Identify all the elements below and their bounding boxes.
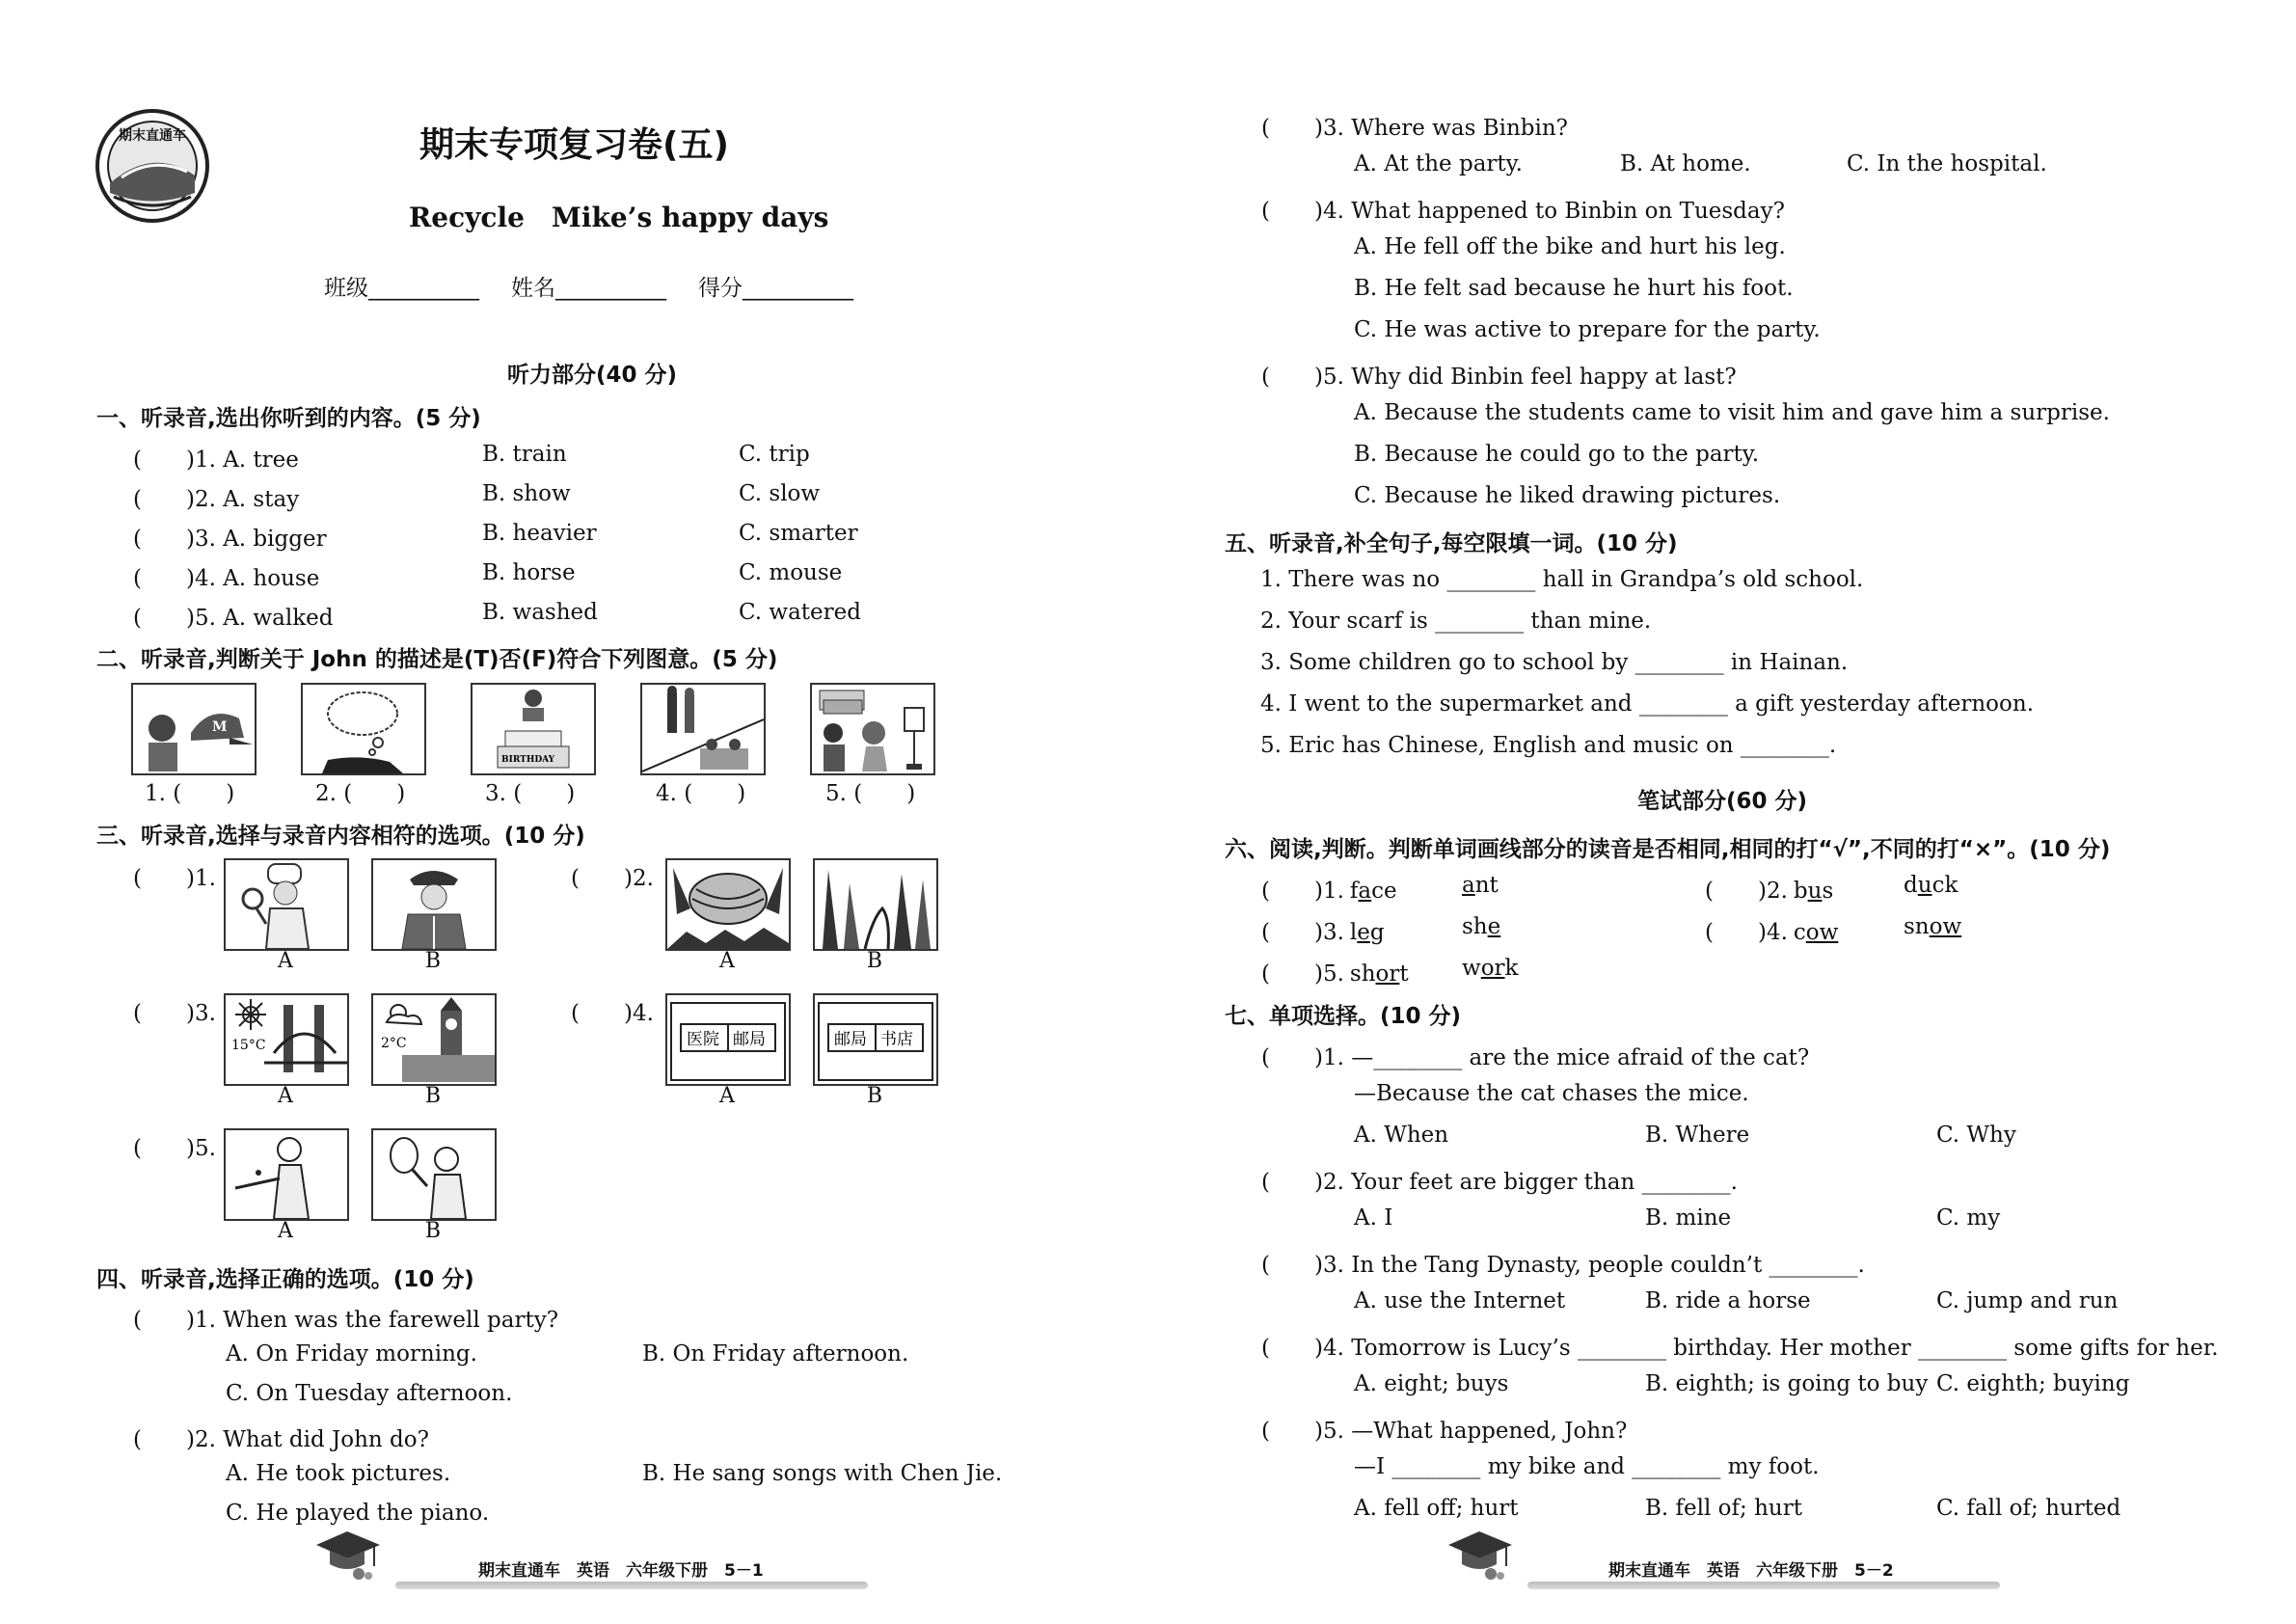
footer-left: 期末直通车 英语 六年级下册 5－1	[478, 1561, 764, 1581]
s4-q5-b: B. Because he could go to the party.	[1354, 442, 1760, 467]
s4-q4-b: B. He felt sad because he hurt his foot.	[1354, 276, 1794, 301]
s7-q4-b: B. eighth; is going to buy	[1645, 1371, 1929, 1396]
s1-row-4-a[interactable]: ( )4. A. house	[133, 566, 320, 591]
s6-item-4-bracket: ( )4.	[1705, 920, 1788, 945]
s6-item-1-bracket: ( )1.	[1261, 879, 1344, 904]
s3-q1-option-b[interactable]	[371, 858, 497, 951]
s3-q4[interactable]: ( )4.	[571, 1001, 654, 1026]
s3-q2-option-b[interactable]	[813, 858, 938, 951]
s3-q1-label-b: B	[424, 949, 442, 973]
s3-q4-label-b: B	[866, 1084, 883, 1108]
s3-q5-label-b: B	[424, 1219, 442, 1243]
s3-q3-label-a: A	[278, 1084, 293, 1108]
s6-item-5-bracket: ( )5.	[1261, 961, 1344, 987]
s1-row-5-c: C. watered	[739, 600, 861, 625]
s3-q3-option-b[interactable]	[371, 993, 497, 1086]
s3-q3[interactable]: ( )3.	[133, 1001, 216, 1026]
s1-row-1-b: B. train	[482, 442, 567, 467]
s3-q3-option-a[interactable]	[224, 993, 349, 1086]
s4-q1-c: C. On Tuesday afternoon.	[226, 1381, 513, 1406]
section-1-title: 一、听录音,选出你听到的内容。(5 分)	[96, 406, 481, 431]
s7-q1-c: C. Why	[1936, 1123, 2016, 1148]
s1-row-2-c: C. slow	[739, 481, 821, 506]
s7-q5-a: A. fell off; hurt	[1354, 1496, 1519, 1521]
sign-post-office-a: 邮局	[733, 1030, 766, 1049]
s5-line-4[interactable]: 4. I went to the supermarket and ________ a gift yesterday afternoon.	[1260, 691, 2035, 717]
sign-post-office-b: 邮局	[834, 1030, 867, 1049]
s7-q2[interactable]: ( )2. Your feet are bigger than ________.	[1261, 1170, 1738, 1195]
s4-q4-c: C. He was active to prepare for the party.	[1354, 317, 1821, 342]
s7-q5-response: —I ________ my bike and ________ my foot.	[1354, 1454, 1820, 1479]
footer-line-left	[395, 1582, 868, 1589]
s2-picture-4	[640, 683, 766, 775]
s7-q2-b: B. mine	[1645, 1205, 1732, 1231]
s1-row-2-a[interactable]: ( )2. A. stay	[133, 487, 300, 512]
s2-answer-4[interactable]: 4. ( )	[656, 781, 746, 806]
s1-row-3-a[interactable]: ( )3. A. bigger	[133, 527, 327, 552]
s7-q4-a: A. eight; buys	[1354, 1371, 1509, 1396]
s4-q3-c: C. In the hospital.	[1847, 151, 2047, 176]
s3-q5-option-a[interactable]	[224, 1128, 349, 1221]
s3-q4-option-a[interactable]	[665, 993, 791, 1086]
s6-item-2-word2: duck	[1904, 873, 1958, 898]
section-5-title: 五、听录音,补全句子,每空限填一词。(10 分)	[1225, 531, 1678, 556]
s4-q2-b: B. He sang songs with Chen Jie.	[642, 1461, 1003, 1486]
graduation-cap-icon-right	[1446, 1528, 1514, 1582]
s2-answer-3[interactable]: 3. ( )	[485, 781, 576, 806]
section-6-title: 六、阅读,判断。判断单词画线部分的读音是否相同,相同的打“√”,不同的打“×”。(10 分)	[1225, 837, 2111, 862]
s3-q2-option-a[interactable]	[665, 858, 791, 951]
s2-picture-3	[471, 683, 596, 775]
s5-line-5[interactable]: 5. Eric has Chinese, English and music on ________.	[1260, 733, 1837, 758]
s4-q1-a: A. On Friday morning.	[226, 1341, 477, 1367]
s3-q2[interactable]: ( )2.	[571, 866, 654, 891]
s6-item-2-bracket: ( )2.	[1705, 879, 1788, 904]
s3-q5-label-a: A	[278, 1219, 293, 1243]
s6-item-4[interactable]	[1705, 914, 1838, 946]
s3-q3-label-b: B	[424, 1084, 442, 1108]
graduation-cap-icon-left	[314, 1528, 382, 1582]
section-4-title: 四、听录音,选择正确的选项。(10 分)	[96, 1267, 474, 1292]
writing-section-title: 笔试部分(60 分)	[1637, 789, 1808, 814]
s4-q3-a: A. At the party.	[1354, 151, 1523, 176]
s6-item-1-word2: ant	[1462, 873, 1499, 898]
s7-q1-response: —Because the cat chases the mice.	[1354, 1081, 1749, 1106]
s6-item-5[interactable]	[1261, 956, 1409, 988]
s1-row-5-a[interactable]: ( )5. A. walked	[133, 606, 334, 631]
s4-q2[interactable]: ( )2. What did John do?	[133, 1427, 429, 1452]
s6-item-1[interactable]	[1261, 873, 1397, 905]
sign-bookstore: 书店	[880, 1030, 913, 1049]
name-field[interactable]: 姓名__________	[511, 276, 666, 301]
s2-picture-5	[810, 683, 935, 775]
score-field[interactable]: 得分__________	[698, 276, 853, 301]
s6-item-4-word1: cow	[1793, 920, 1839, 945]
cake-label: BIRTHDAY	[501, 755, 555, 765]
s4-q5-a: A. Because the students came to visit him and gave him a surprise.	[1354, 400, 2110, 425]
s3-q5-option-b[interactable]	[371, 1128, 497, 1221]
s4-q4[interactable]: ( )4. What happened to Binbin on Tuesday?	[1261, 199, 1785, 224]
s4-q5[interactable]: ( )5. Why did Binbin feel happy at last?	[1261, 365, 1737, 390]
s4-q2-c: C. He played the piano.	[226, 1501, 490, 1526]
s7-q5[interactable]: ( )5. —What happened, John?	[1261, 1419, 1628, 1444]
s4-q3-b: B. At home.	[1620, 151, 1751, 176]
s1-row-3-b: B. heavier	[482, 521, 597, 546]
s1-row-5-b: B. washed	[482, 600, 598, 625]
s3-q1-option-a[interactable]	[224, 858, 349, 951]
s3-q2-label-a: A	[719, 949, 735, 973]
s6-item-2[interactable]	[1705, 873, 1833, 905]
s6-item-3-bracket: ( )3.	[1261, 920, 1344, 945]
section-7-title: 七、单项选择。(10 分)	[1225, 1004, 1462, 1029]
s7-q1[interactable]: ( )1. —________ are the mice afraid of the cat?	[1261, 1045, 1810, 1070]
s3-q4-option-b[interactable]	[813, 993, 938, 1086]
s7-q2-a: A. I	[1354, 1205, 1393, 1231]
footer-line-right	[1527, 1582, 2000, 1589]
footer-right: 期末直通车 英语 六年级下册 5－2	[1608, 1561, 1894, 1581]
s7-q1-b: B. Where	[1645, 1123, 1750, 1148]
logo-badge	[95, 108, 210, 224]
s3-q1[interactable]: ( )1.	[133, 866, 216, 891]
logo-text: 期末直通车	[119, 128, 186, 144]
s4-q5-c: C. Because he liked drawing pictures.	[1354, 483, 1781, 508]
section-2-title: 二、听录音,判断关于 John 的描述是(T)否(F)符合下列图意。(5 分)	[96, 647, 778, 672]
s7-q2-c: C. my	[1936, 1205, 2001, 1231]
s4-q1-b: B. On Friday afternoon.	[642, 1341, 909, 1367]
s6-item-5-word2: work	[1462, 956, 1519, 981]
s1-row-3-c: C. smarter	[739, 521, 858, 546]
s7-q4-c: C. eighth; buying	[1936, 1371, 2130, 1396]
temp-2: 2°C	[381, 1036, 407, 1051]
s6-item-3-word2: she	[1462, 914, 1501, 939]
s6-item-3[interactable]	[1261, 914, 1385, 946]
s6-item-1-word1: face	[1349, 879, 1397, 904]
temp-15: 15°C	[231, 1038, 266, 1053]
s1-row-1-c: C. trip	[739, 442, 810, 467]
s5-line-2[interactable]: 2. Your scarf is ________ than mine.	[1260, 609, 1652, 634]
s1-row-4-b: B. horse	[482, 560, 576, 585]
s7-q3[interactable]: ( )3. In the Tang Dynasty, people couldn’t ________.	[1261, 1253, 1865, 1278]
s3-q1-label-a: A	[278, 949, 293, 973]
s2-picture-2	[301, 683, 426, 775]
s3-q2-label-b: B	[866, 949, 883, 973]
s1-row-4-c: C. mouse	[739, 560, 843, 585]
class-field[interactable]: 班级__________	[324, 276, 479, 301]
s7-q1-a: A. When	[1354, 1123, 1449, 1148]
s2-answer-1[interactable]: 1. ( )	[145, 781, 235, 806]
s2-picture-1	[131, 683, 257, 775]
s4-q1[interactable]: ( )1. When was the farewell party?	[133, 1308, 559, 1333]
s2-answer-5[interactable]: 5. ( )	[825, 781, 916, 806]
cap-letter: M	[212, 719, 228, 735]
s6-item-4-word2: snow	[1904, 914, 1962, 939]
section-3-title: 三、听录音,选择与录音内容相符的选项。(10 分)	[96, 824, 585, 849]
s7-q4[interactable]: ( )4. Tomorrow is Lucy’s ________ birthday. Her mother ________ some gifts for her.	[1261, 1336, 2219, 1361]
s5-line-3[interactable]: 3. Some children go to school by ________ in Hainan.	[1260, 650, 1849, 675]
page-title: 期末专项复习卷(五)	[419, 125, 729, 165]
sign-hospital: 医院	[687, 1030, 719, 1049]
s4-q3[interactable]: ( )3. Where was Binbin?	[1261, 116, 1568, 141]
s6-item-2-word1: bus	[1793, 879, 1834, 904]
s4-q4-a: A. He fell off the bike and hurt his leg.	[1354, 234, 1786, 259]
s3-q5[interactable]: ( )5.	[133, 1136, 216, 1161]
s2-answer-2[interactable]: 2. ( )	[315, 781, 406, 806]
s6-item-3-word1: leg	[1349, 920, 1385, 945]
s7-q5-c: C. fall of; hurted	[1936, 1496, 2121, 1521]
s1-row-2-b: B. show	[482, 481, 571, 506]
s4-q2-a: A. He took pictures.	[226, 1461, 451, 1486]
s3-q4-label-a: A	[719, 1084, 735, 1108]
s7-q3-b: B. ride a horse	[1645, 1288, 1811, 1313]
s7-q3-c: C. jump and run	[1936, 1288, 2119, 1313]
listening-section-title: 听力部分(40 分)	[507, 363, 678, 388]
s5-line-1[interactable]: 1. There was no ________ hall in Grandpa’s old school.	[1260, 567, 1864, 592]
s1-row-1-a[interactable]: ( )1. A. tree	[133, 447, 299, 473]
s7-q3-a: A. use the Internet	[1354, 1288, 1566, 1313]
s6-item-5-word1: short	[1349, 961, 1409, 987]
page-subtitle: Recycle Mike’s happy days	[409, 202, 829, 233]
s7-q5-b: B. fell of; hurt	[1645, 1496, 1802, 1521]
